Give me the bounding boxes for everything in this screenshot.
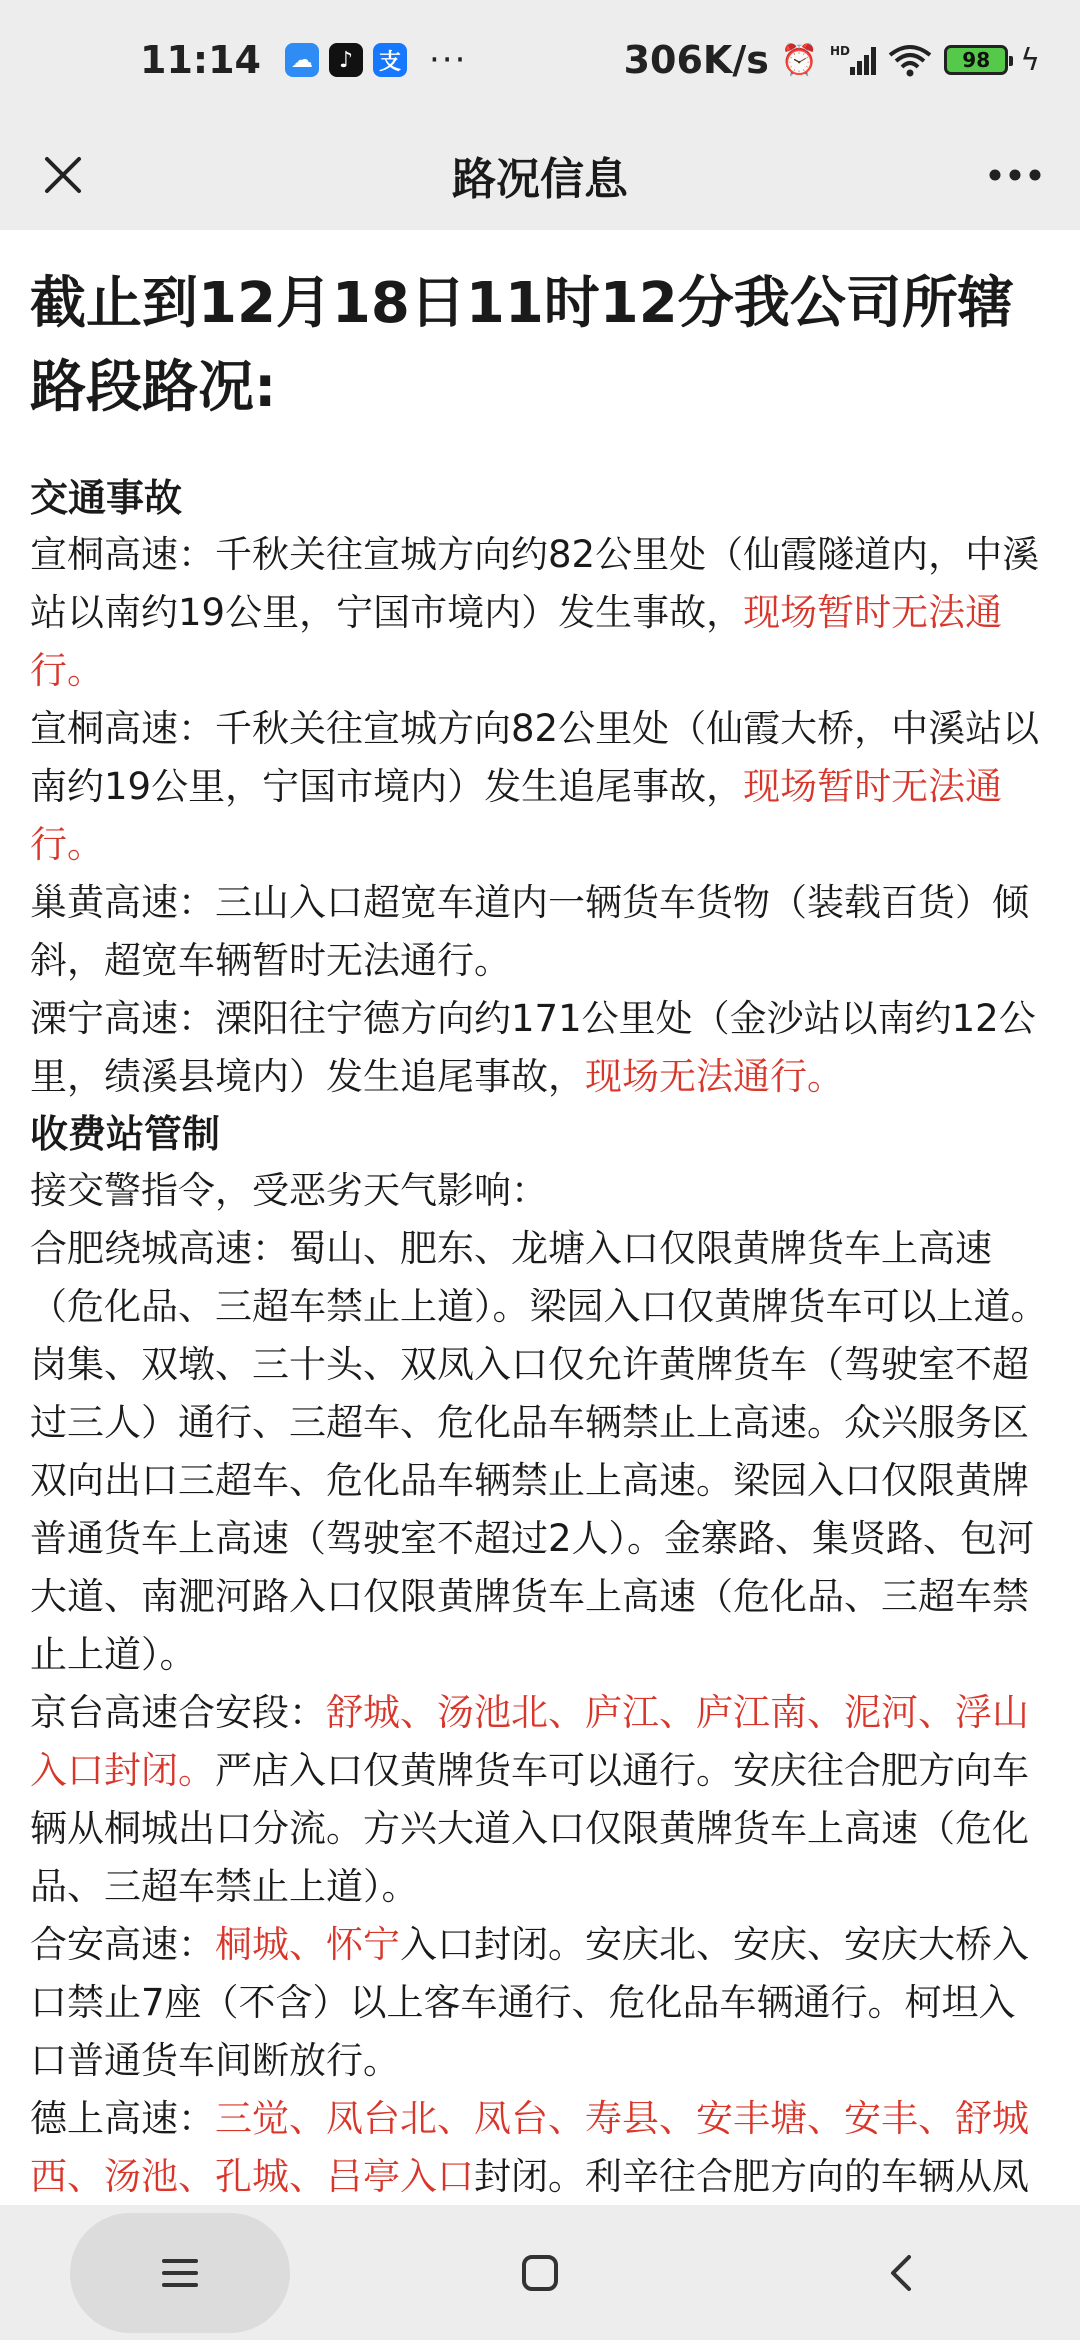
battery-icon [944, 45, 1008, 75]
paragraph [30, 700, 1050, 874]
article-sections [30, 470, 1050, 2264]
text-segment: 巢黄高速：三山入口超宽车道内一辆货车货物（装载百货）倾斜，超宽车辆暂时无法通行。 [30, 881, 1029, 982]
alipay-icon: 支 [373, 43, 407, 77]
highlighted-text: 现场无法通行。 [585, 1055, 844, 1098]
paragraph [30, 1684, 1050, 1916]
system-nav-bar [0, 2205, 1080, 2340]
menu-button[interactable] [70, 2213, 290, 2333]
charging-icon: ϟ [1020, 42, 1040, 78]
paragraph [30, 990, 1050, 1106]
app-header [0, 120, 1080, 230]
tiktok-icon: ♪ [329, 43, 363, 77]
text-segment: 合安高速： [30, 1923, 215, 1966]
paragraph [30, 1220, 1050, 1684]
status-bar [0, 0, 1080, 120]
more-icon [988, 168, 1042, 182]
network-speed: 306K/s [623, 38, 769, 82]
alarm-icon: ⏰ [780, 42, 819, 78]
text-segment: 溧宁高速：溧阳往宁德方向约171公里处（金沙站以南约12公里，绩溪县境内）发生追尾事故， [30, 997, 1036, 1098]
text-segment: 封闭。利辛往合肥方向的车辆从凤 [474, 2155, 1029, 2198]
text-segment: 京台高速合安段： [30, 1691, 326, 1734]
text-segment: 宣桐高速：千秋关往宣城方向约82公里处（仙霞隧道内，中溪站以南约19公里，宁国市境内）发生事故， [30, 533, 1040, 634]
svg-text:HD: HD [830, 44, 851, 58]
battery-level: 98 [962, 48, 991, 72]
home-icon [521, 2254, 559, 2292]
close-icon [43, 155, 83, 195]
status-time: 11:14 [140, 38, 261, 82]
text-segment: 严店入口仅黄牌货车可以通行。安庆往合肥方向车辆从桐城出口分流。方兴大道入口仅限黄牌货车上高速（危化品、三超车禁止上道）。 [30, 1749, 1029, 1908]
paragraph [30, 874, 1050, 990]
highlighted-text: 桐城、怀宁 [215, 1923, 400, 1966]
text-segment: 宣桐高速：千秋关往宣城方向82公里处（仙霞大桥，中溪站以南约19公里，宁国市境内）发生追尾事故， [30, 707, 1040, 808]
menu-icon [160, 2256, 200, 2290]
highlighted-text: 舒城、汤池北、庐江、庐江南、泥河、浮山入口封闭。 [30, 1691, 1029, 1792]
more-notifications-icon: ··· [428, 40, 468, 80]
section-title: 交通事故 [30, 476, 183, 520]
page-title: 路况信息 [452, 154, 628, 205]
more-button[interactable] [980, 142, 1050, 208]
section-title: 收费站管制 [30, 1112, 221, 1156]
paragraph [30, 1162, 1050, 1220]
close-button[interactable] [30, 142, 96, 208]
paragraph [30, 1916, 1050, 2090]
home-button[interactable] [430, 2213, 650, 2333]
wifi-icon [888, 43, 932, 77]
cloud-icon: ☁ [285, 43, 319, 77]
text-segment: 接交警指令，受恶劣天气影响： [30, 1169, 548, 1212]
article-heading: 截止到12月18日11时12分我公司所辖路段路况: [30, 271, 1014, 420]
highlighted-text: 现场暂时无法通行。 [30, 765, 1003, 866]
back-icon [887, 2253, 913, 2293]
back-button[interactable] [790, 2213, 1010, 2333]
signal-icon [830, 43, 876, 77]
highlighted-text: 现场暂时无法通行。 [30, 591, 1003, 692]
paragraph [30, 526, 1050, 700]
text-segment: 合肥绕城高速：蜀山、肥东、龙塘入口仅限黄牌货车上高速（危化品、三超车禁止上道）。梁园入口仅黄牌货车可以上道。岗集、双墩、三十头、双凤入口仅允许黄牌货车（驾驶室不超过三人）通行、三超车、危化品车辆禁止上高速。众兴服务区双向出口三超车、危化品车辆禁止上高速。梁园入口仅限黄牌普通货车上高速（驾驶室不超过2人）。金寨路、集贤路、包河大道、南淝河路入口仅限黄牌货车上高速（危化品、三超车禁止上道）。 [30, 1227, 1048, 1676]
article-content [0, 230, 1080, 2205]
highlighted-text: 三觉、凤台北、凤台、寿县、安丰塘、安丰、舒城西、汤池、孔城、吕亭入口 [30, 2097, 1029, 2198]
text-segment: 入口封闭。安庆北、安庆、安庆大桥入口禁止7座（不含）以上客车通行、危化品车辆通行。柯坦入口普通货车间断放行。 [30, 1923, 1029, 2082]
text-segment: 德上高速： [30, 2097, 215, 2140]
